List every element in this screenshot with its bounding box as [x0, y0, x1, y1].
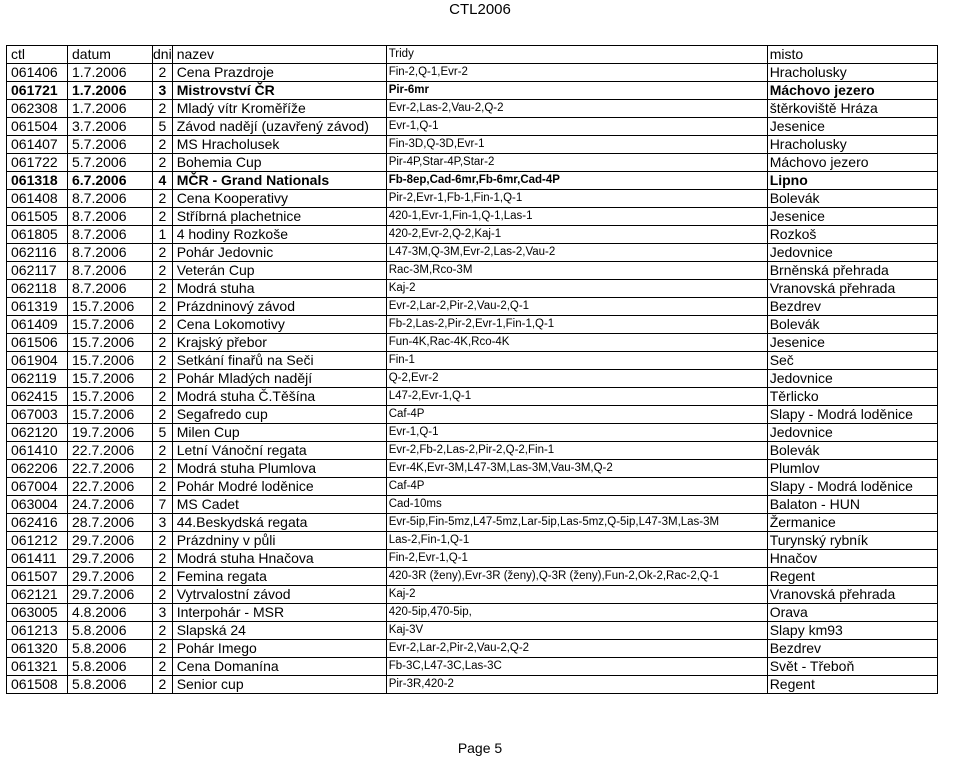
- cell-nazev: Veterán Cup: [172, 262, 386, 280]
- cell-dni: 2: [153, 208, 173, 226]
- cell-dni: 2: [153, 100, 173, 118]
- cell-ctl: 061407: [7, 136, 68, 154]
- cell-ctl: 061320: [7, 640, 68, 658]
- cell-tridy: Pir-3R,420-2: [386, 676, 767, 694]
- cell-ctl: 061409: [7, 316, 68, 334]
- cell-misto: Regent: [767, 568, 937, 586]
- cell-dni: 2: [153, 640, 173, 658]
- table-row: [7, 352, 938, 370]
- cell-dni: 2: [153, 64, 173, 82]
- cell-ctl: 063005: [7, 604, 68, 622]
- cell-tridy: Kaj-3V: [386, 622, 767, 640]
- cell-misto: Jedovnice: [767, 244, 937, 262]
- cell-nazev: MČR - Grand Nationals: [172, 172, 386, 190]
- cell-ctl: 061505: [7, 208, 68, 226]
- cell-nazev: MS Cadet: [172, 496, 386, 514]
- cell-ctl: 062206: [7, 460, 68, 478]
- cell-misto: Orava: [767, 604, 937, 622]
- table-row: [7, 370, 938, 388]
- cell-tridy: Fun-4K,Rac-4K,Rco-4K: [386, 334, 767, 352]
- cell-ctl: 062415: [7, 388, 68, 406]
- column-header-nazev: nazev: [172, 46, 386, 64]
- cell-misto: Bolevák: [767, 316, 937, 334]
- cell-dni: 2: [153, 388, 173, 406]
- cell-dni: 2: [153, 532, 173, 550]
- cell-tridy: Pir-6mr: [386, 82, 767, 100]
- cell-ctl: 061411: [7, 550, 68, 568]
- column-header-ctl: ctl: [7, 46, 68, 64]
- cell-misto: Seč: [767, 352, 937, 370]
- cell-nazev: Pohár Jedovnic: [172, 244, 386, 262]
- cell-dni: 2: [153, 154, 173, 172]
- cell-tridy: 420-5ip,470-5ip,: [386, 604, 767, 622]
- table-row: [7, 136, 938, 154]
- cell-misto: Slapy km93: [767, 622, 937, 640]
- cell-nazev: Femina regata: [172, 568, 386, 586]
- table-row: [7, 334, 938, 352]
- cell-datum: 3.7.2006: [68, 118, 153, 136]
- cell-ctl: 062116: [7, 244, 68, 262]
- table-row: [7, 478, 938, 496]
- table-row: [7, 280, 938, 298]
- cell-misto: Brněnská přehrada: [767, 262, 937, 280]
- cell-datum: 28.7.2006: [68, 514, 153, 532]
- cell-misto: Turynský rybník: [767, 532, 937, 550]
- cell-datum: 22.7.2006: [68, 478, 153, 496]
- cell-tridy: L47-2,Evr-1,Q-1: [386, 388, 767, 406]
- cell-tridy: Caf-4P: [386, 406, 767, 424]
- table-row: [7, 244, 938, 262]
- cell-nazev: Závod nadějí (uzavřený závod): [172, 118, 386, 136]
- table-row: [7, 316, 938, 334]
- cell-tridy: Kaj-2: [386, 280, 767, 298]
- cell-ctl: 061508: [7, 676, 68, 694]
- cell-ctl: 061318: [7, 172, 68, 190]
- cell-datum: 5.8.2006: [68, 622, 153, 640]
- cell-datum: 6.7.2006: [68, 172, 153, 190]
- cell-ctl: 061904: [7, 352, 68, 370]
- cell-tridy: Evr-5ip,Fin-5mz,L47-5mz,Lar-5ip,Las-5mz,Q-5ip,L47-3M,Las-3M: [386, 514, 767, 532]
- cell-misto: Balaton - HUN: [767, 496, 937, 514]
- cell-datum: 8.7.2006: [68, 262, 153, 280]
- cell-misto: Vranovská přehrada: [767, 586, 937, 604]
- cell-dni: 2: [153, 352, 173, 370]
- cell-tridy: Evr-2,Las-2,Vau-2,Q-2: [386, 100, 767, 118]
- table-row: [7, 100, 938, 118]
- cell-ctl: 062118: [7, 280, 68, 298]
- cell-misto: štěrkoviště Hráza: [767, 100, 937, 118]
- table-row: [7, 442, 938, 460]
- table-row: [7, 622, 938, 640]
- cell-dni: 2: [153, 334, 173, 352]
- cell-tridy: Pir-4P,Star-4P,Star-2: [386, 154, 767, 172]
- cell-datum: 15.7.2006: [68, 388, 153, 406]
- cell-datum: 8.7.2006: [68, 226, 153, 244]
- table-row: [7, 604, 938, 622]
- table-row: [7, 154, 938, 172]
- cell-nazev: Cena Lokomotivy: [172, 316, 386, 334]
- cell-ctl: 062120: [7, 424, 68, 442]
- cell-dni: 2: [153, 262, 173, 280]
- cell-nazev: Cena Prazdroje: [172, 64, 386, 82]
- cell-datum: 4.8.2006: [68, 604, 153, 622]
- table-row: [7, 298, 938, 316]
- cell-misto: Žermanice: [767, 514, 937, 532]
- cell-datum: 1.7.2006: [68, 64, 153, 82]
- cell-misto: Bezdrev: [767, 298, 937, 316]
- cell-ctl: 061504: [7, 118, 68, 136]
- cell-ctl: 062416: [7, 514, 68, 532]
- cell-ctl: 061506: [7, 334, 68, 352]
- cell-misto: Bezdrev: [767, 640, 937, 658]
- cell-datum: 1.7.2006: [68, 100, 153, 118]
- cell-misto: Máchovo jezero: [767, 82, 937, 100]
- cell-nazev: MS Hracholusek: [172, 136, 386, 154]
- cell-tridy: Evr-4K,Evr-3M,L47-3M,Las-3M,Vau-3M,Q-2: [386, 460, 767, 478]
- cell-ctl: 062121: [7, 586, 68, 604]
- table-row: [7, 586, 938, 604]
- cell-nazev: Vytrvalostní závod: [172, 586, 386, 604]
- cell-misto: Jesenice: [767, 118, 937, 136]
- cell-datum: 29.7.2006: [68, 550, 153, 568]
- cell-nazev: Slapská 24: [172, 622, 386, 640]
- cell-nazev: Modrá stuha Hnačova: [172, 550, 386, 568]
- cell-misto: Svět - Třeboň: [767, 658, 937, 676]
- cell-dni: 4: [153, 172, 173, 190]
- table-header-row: [7, 46, 938, 64]
- cell-nazev: Krajský přebor: [172, 334, 386, 352]
- cell-datum: 15.7.2006: [68, 334, 153, 352]
- cell-ctl: 062119: [7, 370, 68, 388]
- cell-datum: 15.7.2006: [68, 298, 153, 316]
- cell-misto: Regent: [767, 676, 937, 694]
- cell-dni: 2: [153, 244, 173, 262]
- table-row: [7, 172, 938, 190]
- cell-datum: 22.7.2006: [68, 442, 153, 460]
- table-row: [7, 676, 938, 694]
- cell-misto: Jesenice: [767, 334, 937, 352]
- cell-ctl: 061212: [7, 532, 68, 550]
- cell-nazev: 44.Beskydská regata: [172, 514, 386, 532]
- table-row: [7, 118, 938, 136]
- cell-tridy: Evr-2,Lar-2,Pir-2,Vau-2,Q-1: [386, 298, 767, 316]
- cell-nazev: Interpohár - MSR: [172, 604, 386, 622]
- cell-nazev: Setkání finařů na Seči: [172, 352, 386, 370]
- cell-dni: 2: [153, 298, 173, 316]
- cell-datum: 8.7.2006: [68, 244, 153, 262]
- cell-tridy: Cad-10ms: [386, 496, 767, 514]
- cell-dni: 1: [153, 226, 173, 244]
- cell-nazev: Cena Domanína: [172, 658, 386, 676]
- cell-dni: 2: [153, 568, 173, 586]
- cell-tridy: 420-3R (ženy),Evr-3R (ženy),Q-3R (ženy),Fun-2,Ok-2,Rac-2,Q-1: [386, 568, 767, 586]
- cell-datum: 29.7.2006: [68, 532, 153, 550]
- cell-ctl: 061507: [7, 568, 68, 586]
- table-row: [7, 550, 938, 568]
- cell-misto: Slapy - Modrá loděnice: [767, 478, 937, 496]
- cell-misto: Těrlicko: [767, 388, 937, 406]
- cell-misto: Hracholusky: [767, 64, 937, 82]
- cell-nazev: Bohemia Cup: [172, 154, 386, 172]
- cell-tridy: Evr-1,Q-1: [386, 424, 767, 442]
- cell-tridy: Evr-2,Lar-2,Pir-2,Vau-2,Q-2: [386, 640, 767, 658]
- cell-nazev: Modrá stuha Plumlova: [172, 460, 386, 478]
- cell-tridy: L47-3M,Q-3M,Evr-2,Las-2,Vau-2: [386, 244, 767, 262]
- cell-ctl: 061406: [7, 64, 68, 82]
- cell-nazev: 4 hodiny Rozkoše: [172, 226, 386, 244]
- cell-dni: 2: [153, 406, 173, 424]
- cell-tridy: Fin-2,Q-1,Evr-2: [386, 64, 767, 82]
- cell-misto: Jesenice: [767, 208, 937, 226]
- cell-tridy: Las-2,Fin-1,Q-1: [386, 532, 767, 550]
- cell-dni: 2: [153, 586, 173, 604]
- cell-dni: 2: [153, 460, 173, 478]
- cell-tridy: Fb-3C,L47-3C,Las-3C: [386, 658, 767, 676]
- cell-ctl: 061408: [7, 190, 68, 208]
- cell-datum: 5.7.2006: [68, 154, 153, 172]
- table-row: [7, 190, 938, 208]
- cell-dni: 2: [153, 316, 173, 334]
- column-header-misto: misto: [767, 46, 937, 64]
- cell-misto: Lipno: [767, 172, 937, 190]
- cell-datum: 1.7.2006: [68, 82, 153, 100]
- cell-ctl: 061805: [7, 226, 68, 244]
- cell-nazev: Letní Vánoční regata: [172, 442, 386, 460]
- cell-dni: 2: [153, 550, 173, 568]
- cell-tridy: Fin-1: [386, 352, 767, 370]
- cell-tridy: Fb-8ep,Cad-6mr,Fb-6mr,Cad-4P: [386, 172, 767, 190]
- cell-dni: 2: [153, 370, 173, 388]
- cell-tridy: Kaj-2: [386, 586, 767, 604]
- column-header-dni: dni: [153, 46, 172, 62]
- cell-ctl: 062308: [7, 100, 68, 118]
- cell-nazev: Modrá stuha: [172, 280, 386, 298]
- cell-datum: 15.7.2006: [68, 316, 153, 334]
- cell-tridy: 420-2,Evr-2,Q-2,Kaj-1: [386, 226, 767, 244]
- cell-tridy: Fin-2,Evr-1,Q-1: [386, 550, 767, 568]
- cell-nazev: Mistrovství ČR: [172, 82, 386, 100]
- cell-nazev: Segafredo cup: [172, 406, 386, 424]
- table-row: [7, 424, 938, 442]
- cell-datum: 15.7.2006: [68, 406, 153, 424]
- cell-misto: Hnačov: [767, 550, 937, 568]
- cell-dni: 2: [153, 622, 173, 640]
- cell-ctl: 067004: [7, 478, 68, 496]
- cell-misto: Rozkoš: [767, 226, 937, 244]
- cell-datum: 24.7.2006: [68, 496, 153, 514]
- cell-tridy: Fin-3D,Q-3D,Evr-1: [386, 136, 767, 154]
- cell-misto: Bolevák: [767, 190, 937, 208]
- table-row: [7, 514, 938, 532]
- cell-datum: 29.7.2006: [68, 568, 153, 586]
- cell-misto: Slapy - Modrá loděnice: [767, 406, 937, 424]
- cell-misto: Jedovnice: [767, 424, 937, 442]
- cell-misto: Vranovská přehrada: [767, 280, 937, 298]
- cell-nazev: Pohár Modré loděnice: [172, 478, 386, 496]
- cell-nazev: Senior cup: [172, 676, 386, 694]
- table-row: [7, 532, 938, 550]
- page-title: CTL2006: [449, 1, 511, 18]
- cell-ctl: 062117: [7, 262, 68, 280]
- cell-misto: Hracholusky: [767, 136, 937, 154]
- cell-datum: 5.8.2006: [68, 676, 153, 694]
- cell-datum: 29.7.2006: [68, 586, 153, 604]
- cell-tridy: Evr-1,Q-1: [386, 118, 767, 136]
- cell-datum: 5.7.2006: [68, 136, 153, 154]
- table-row: [7, 406, 938, 424]
- cell-dni: 2: [153, 280, 173, 298]
- table-row: [7, 496, 938, 514]
- cell-nazev: Stříbrná plachetnice: [172, 208, 386, 226]
- cell-datum: 22.7.2006: [68, 460, 153, 478]
- cell-misto: Plumlov: [767, 460, 937, 478]
- table-row: [7, 208, 938, 226]
- cell-datum: 19.7.2006: [68, 424, 153, 442]
- cell-misto: Bolevák: [767, 442, 937, 460]
- cell-dni: 7: [153, 496, 173, 514]
- cell-tridy: Caf-4P: [386, 478, 767, 496]
- cell-nazev: Pohár Mladých nadějí: [172, 370, 386, 388]
- table-row: [7, 460, 938, 478]
- cell-nazev: Cena Kooperativy: [172, 190, 386, 208]
- cell-ctl: 063004: [7, 496, 68, 514]
- cell-datum: 8.7.2006: [68, 208, 153, 226]
- cell-ctl: 067003: [7, 406, 68, 424]
- cell-nazev: Prázdninový závod: [172, 298, 386, 316]
- table-row: [7, 568, 938, 586]
- cell-tridy: 420-1,Evr-1,Fin-1,Q-1,Las-1: [386, 208, 767, 226]
- cell-datum: 8.7.2006: [68, 190, 153, 208]
- cell-nazev: Milen Cup: [172, 424, 386, 442]
- cell-dni: 3: [153, 82, 173, 100]
- table-row: [7, 388, 938, 406]
- cell-ctl: 061410: [7, 442, 68, 460]
- cell-tridy: Fb-2,Las-2,Pir-2,Evr-1,Fin-1,Q-1: [386, 316, 767, 334]
- cell-ctl: 061321: [7, 658, 68, 676]
- cell-dni: 3: [153, 514, 173, 532]
- table-row: [7, 82, 938, 100]
- table-row: [7, 640, 938, 658]
- cell-datum: 5.8.2006: [68, 658, 153, 676]
- cell-dni: 2: [153, 478, 173, 496]
- column-header-datum: datum: [68, 46, 153, 64]
- cell-ctl: 061213: [7, 622, 68, 640]
- cell-tridy: Evr-2,Fb-2,Las-2,Pir-2,Q-2,Fin-1: [386, 442, 767, 460]
- page-number: Page 5: [457, 740, 503, 756]
- table-row: [7, 64, 938, 82]
- cell-tridy: Pir-2,Evr-1,Fb-1,Fin-1,Q-1: [386, 190, 767, 208]
- cell-datum: 5.8.2006: [68, 640, 153, 658]
- cell-dni: 2: [153, 658, 173, 676]
- cell-misto: Jedovnice: [767, 370, 937, 388]
- cell-tridy: Q-2,Evr-2: [386, 370, 767, 388]
- cell-nazev: Modrá stuha Č.Těšína: [172, 388, 386, 406]
- cell-dni: 5: [153, 118, 173, 136]
- cell-datum: 8.7.2006: [68, 280, 153, 298]
- table-row: [7, 226, 938, 244]
- column-header-tridy: Tridy: [386, 46, 767, 64]
- cell-nazev: Mladý vítr Kroměříže: [172, 100, 386, 118]
- cell-datum: 15.7.2006: [68, 370, 153, 388]
- cell-dni: 3: [153, 604, 173, 622]
- cell-nazev: Prázdniny v půli: [172, 532, 386, 550]
- cell-datum: 15.7.2006: [68, 352, 153, 370]
- cell-misto: Máchovo jezero: [767, 154, 937, 172]
- cell-dni: 2: [153, 190, 173, 208]
- cell-ctl: 061722: [7, 154, 68, 172]
- cell-ctl: 061721: [7, 82, 68, 100]
- cell-tridy: Rac-3M,Rco-3M: [386, 262, 767, 280]
- cell-dni: 2: [153, 676, 173, 694]
- cell-ctl: 061319: [7, 298, 68, 316]
- regatta-schedule-table: [6, 45, 938, 694]
- table-row: [7, 262, 938, 280]
- cell-dni: 2: [153, 442, 173, 460]
- cell-dni: 5: [153, 424, 173, 442]
- table-row: [7, 658, 938, 676]
- cell-dni: 2: [153, 136, 173, 154]
- cell-nazev: Pohár Imego: [172, 640, 386, 658]
